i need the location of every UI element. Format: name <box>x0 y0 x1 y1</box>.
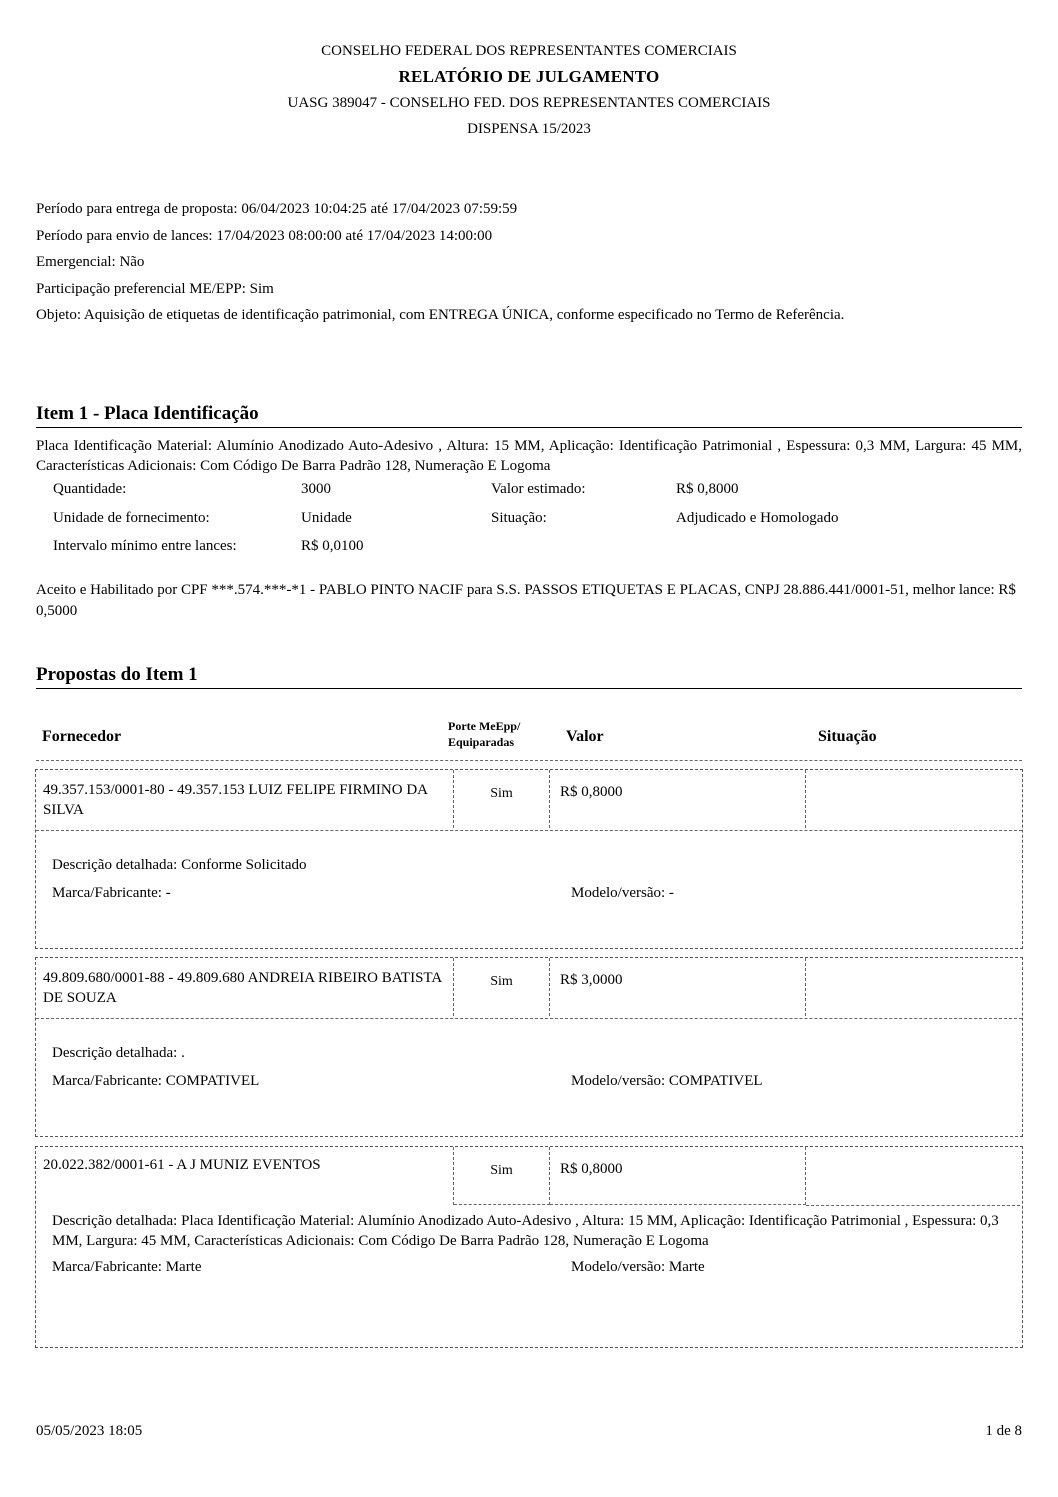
proposal-details <box>36 1019 1022 1097</box>
proposal-summary <box>36 770 1022 831</box>
status-label: Situação: <box>491 510 547 526</box>
header-size-line1: Porte MeEpp/ <box>448 719 521 733</box>
proposal-brand: Marca/Fabricante: COMPATIVEL <box>52 1073 260 1089</box>
proposal-value: R$ 0,8000 <box>550 770 806 828</box>
footer-datetime: 05/05/2023 18:05 <box>36 1423 143 1439</box>
proposal-size: Sim <box>454 958 550 1016</box>
header-status: Situação <box>818 728 877 745</box>
proposal-model: Modelo/versão: Marte <box>571 1259 705 1275</box>
accepted-bid: Aceito e Habilitado por CPF ***.574.***-*1 - PABLO PINTO NACIF para S.S. PASSOS ETIQUETAS E PLACAS, CNPJ 28.886.441/0001-51, melhor lance: R$ 0,5000 <box>36 582 1016 619</box>
proposal-period: Período para entrega de proposta: 06/04/2023 10:04:25 até 17/04/2023 07:59:59 <box>36 201 518 217</box>
footer-page-number: 1 de 8 <box>985 1423 1022 1439</box>
proposal-brand: Marca/Fabricante: - <box>52 885 171 901</box>
header-size <box>448 718 520 750</box>
proposal-description: Descrição detalhada: . <box>52 1045 185 1061</box>
min-interval-label: Intervalo mínimo entre lances: <box>53 538 237 554</box>
item-title: Item 1 - Placa Identificação <box>36 403 1022 428</box>
proposal-model: Modelo/versão: - <box>571 885 674 901</box>
min-interval-value: R$ 0,0100 <box>301 538 364 554</box>
proposal-status <box>806 958 1020 1016</box>
proposal-details <box>36 1207 1022 1283</box>
emergency-flag: Emergencial: Não <box>36 254 145 270</box>
proposal-supplier: 20.022.382/0001-61 - A J MUNIZ EVENTOS <box>36 1147 454 1205</box>
proposal-description: Descrição detalhada: Conforme Solicitado <box>52 857 307 873</box>
bid-period: Período para envio de lances: 17/04/2023 08:00:00 até 17/04/2023 14:00:00 <box>36 227 493 244</box>
proposal-model: Modelo/versão: COMPATIVEL <box>571 1073 763 1089</box>
proposal-supplier: 49.357.153/0001-80 - 49.357.153 LUIZ FELIPE FIRMINO DA SILVA <box>36 770 454 828</box>
proposals-table-header <box>36 716 1022 761</box>
estimated-value: R$ 0,8000 <box>676 481 739 497</box>
proposal-summary <box>36 958 1022 1019</box>
uasg-line: UASG 389047 - CONSELHO FED. DOS REPRESENTANTES COMERCIAIS <box>287 95 771 111</box>
supply-unit-label: Unidade de fornecimento: <box>53 510 210 526</box>
proposal-description: Descrição detalhada: Placa Identificação Material: Alumínio Anodizado Auto-Adesivo , Altura: 15 MM, Aplicação: Identificação Patrimonial , Espessura: 0,3 MM, Largura: 45 MM, Características Adicionais: Com Código De Barra Padrão 128, Numeração E Logoma <box>52 1213 999 1249</box>
proposal-details <box>36 831 1022 909</box>
process-info <box>36 196 1026 329</box>
header-supplier: Fornecedor <box>42 728 122 745</box>
proposal-brand: Marca/Fabricante: Marte <box>52 1259 202 1275</box>
proposal-row <box>35 957 1023 1137</box>
header-value: Valor <box>566 728 604 745</box>
proposal-row <box>35 1146 1023 1348</box>
item-description: Placa Identificação Material: Alumínio Anodizado Auto-Adesivo , Altura: 15 MM, Aplicação: Identificação Patrimonial , Espessura: 0,3 MM, Largura: 45 MM, Características Adicionais: Com Código De Barra Padrão 128, Numeração E Logoma <box>36 438 1022 474</box>
estimated-value-label: Valor estimado: <box>491 481 586 497</box>
proposal-status <box>806 1147 1020 1206</box>
proposal-supplier: 49.809.680/0001-88 - 49.809.680 ANDREIA RIBEIRO BATISTA DE SOUZA <box>36 958 454 1016</box>
quantity-value: 3000 <box>301 481 331 497</box>
proposal-summary <box>36 1147 1022 1207</box>
proposal-row <box>35 769 1023 949</box>
proposal-value: R$ 0,8000 <box>550 1147 806 1205</box>
proposal-brand-model <box>52 1259 1006 1283</box>
proposal-size: Sim <box>454 770 550 828</box>
report-title: RELATÓRIO DE JULGAMENTO <box>398 67 660 86</box>
dispensa-line: DISPENSA 15/2023 <box>467 121 591 137</box>
proposal-size: Sim <box>454 1147 550 1205</box>
proposal-value: R$ 3,0000 <box>550 958 806 1016</box>
status-value: Adjudicado e Homologado <box>676 510 839 526</box>
proposal-brand-model <box>52 1073 1006 1097</box>
proposal-brand-model <box>52 885 1006 909</box>
quantity-label: Quantidade: <box>53 481 127 497</box>
header-size-line2: Equiparadas <box>448 735 515 749</box>
proposal-status <box>806 770 1020 828</box>
supply-unit-value: Unidade <box>301 510 352 526</box>
organization-name: CONSELHO FEDERAL DOS REPRESENTANTES COMERCIAIS <box>321 43 737 59</box>
object-description: Objeto: Aquisição de etiquetas de identificação patrimonial, com ENTREGA ÚNICA, conforme especificado no Termo de Referência. <box>36 307 845 323</box>
preferential-participation: Participação preferencial ME/EPP: Sim <box>36 280 274 297</box>
proposals-title: Propostas do Item 1 <box>36 664 1022 689</box>
report-header <box>0 38 1058 142</box>
